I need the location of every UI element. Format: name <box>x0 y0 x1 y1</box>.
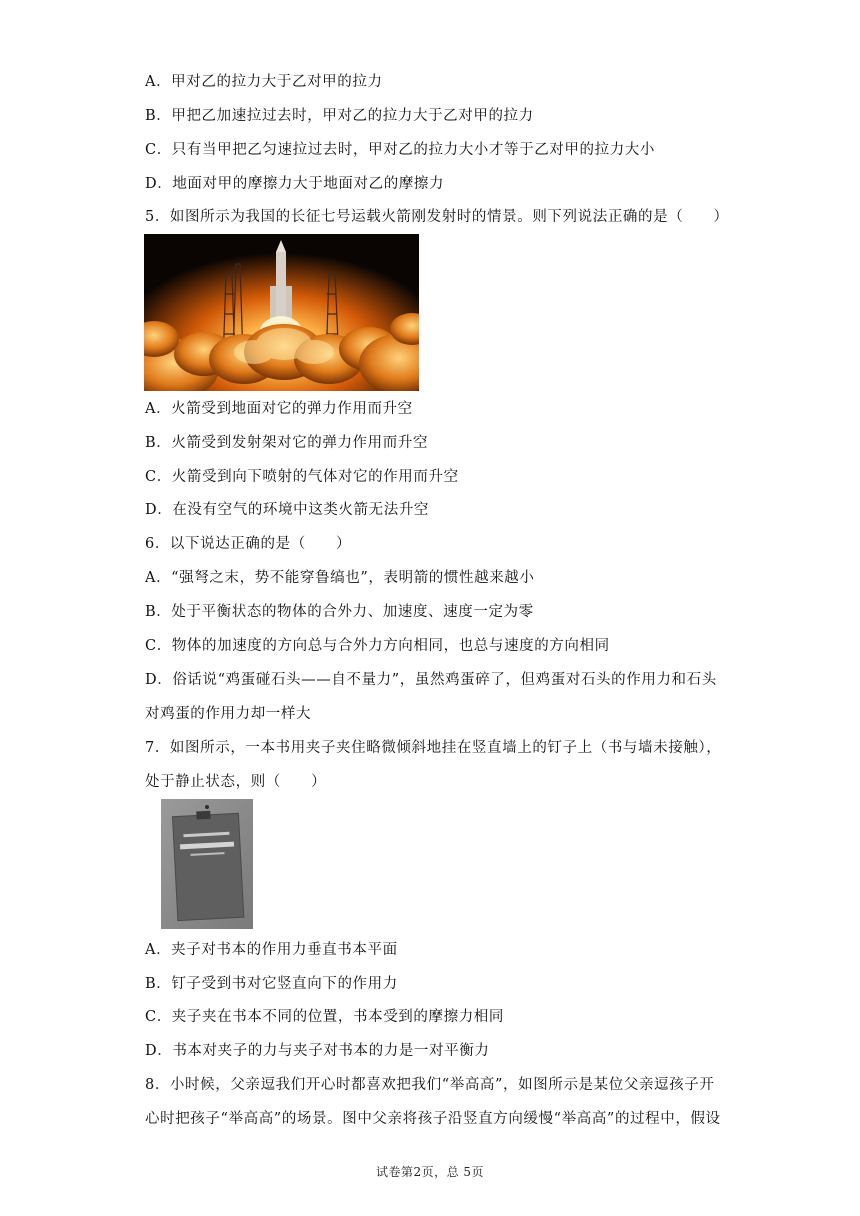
q5-option-b: B．火箭受到发射架对它的弹力作用而升空 <box>145 435 429 451</box>
rocket-launch-photo <box>144 234 419 391</box>
q5-option-d: D．在没有空气的环境中这类火箭无法升空 <box>145 502 430 518</box>
q7-stem-line1: 7．如图所示，一本书用夹子夹住略微倾斜地挂在竖直墙上的钉子上（书与墙未接触）， <box>145 740 722 756</box>
q6-stem: 6．以下说达正确的是（ ） <box>145 536 352 552</box>
q4-option-b: B．甲把乙加速拉过去时，甲对乙的拉力大于乙对甲的拉力 <box>145 108 534 124</box>
q5-option-a: A．火箭受到地面对它的弹力作用而升空 <box>145 401 413 417</box>
q4-option-d: D．地面对甲的摩擦力大于地面对乙的摩擦力 <box>145 176 445 192</box>
q6-option-b: B．处于平衡状态的物体的合外力、加速度、速度一定为零 <box>145 604 534 620</box>
q4-option-c: C．只有当甲把乙匀速拉过去时，甲对乙的拉力大小才等于乙对甲的拉力大小 <box>145 142 655 158</box>
q7-option-d: D．书本对夹子的力与夹子对书本的力是一对平衡力 <box>145 1043 490 1059</box>
q8-stem-line1: 8．小时候，父亲逗我们开心时都喜欢把我们“举高高”，如图所示是某位父亲逗孩子开 <box>145 1077 715 1093</box>
page-footer: 试卷第2页，总 5页 <box>375 1165 485 1179</box>
q7-option-a: A．夹子对书本的作用力垂直书本平面 <box>145 942 398 958</box>
q7-option-b: B．钉子受到书对它竖直向下的作用力 <box>145 976 398 992</box>
q4-option-a: A．甲对乙的拉力大于乙对甲的拉力 <box>145 74 383 90</box>
q6-option-c: C．物体的加速度的方向总与合外力方向相同，也总与速度的方向相同 <box>145 638 610 654</box>
q5-stem: 5．如图所示为我国的长征七号运载火箭刚发射时的情景。则下列说法正确的是（ ） <box>145 209 729 225</box>
q5-option-c: C．火箭受到向下喷射的气体对它的作用而升空 <box>145 469 459 485</box>
q8-stem-line2: 心时把孩子“举高高”的场景。图中父亲将孩子沿竖直方向缓慢“举高高”的过程中，假设 <box>145 1111 721 1127</box>
book-clip-photo <box>161 799 253 929</box>
q6-option-d-continued: 对鸡蛋的作用力却一样大 <box>145 706 312 722</box>
q7-option-c: C．夹子夹在书本不同的位置，书本受到的摩擦力相同 <box>145 1009 504 1025</box>
q7-stem-line2: 处于静止状态，则（ ） <box>145 774 327 790</box>
q6-option-d: D．俗话说“鸡蛋碰石头——自不量力”，虽然鸡蛋碎了，但鸡蛋对石头的作用力和石头 <box>145 672 717 688</box>
q6-option-a: A．“强弩之末，势不能穿鲁缟也”，表明箭的惯性越来越小 <box>145 570 535 586</box>
